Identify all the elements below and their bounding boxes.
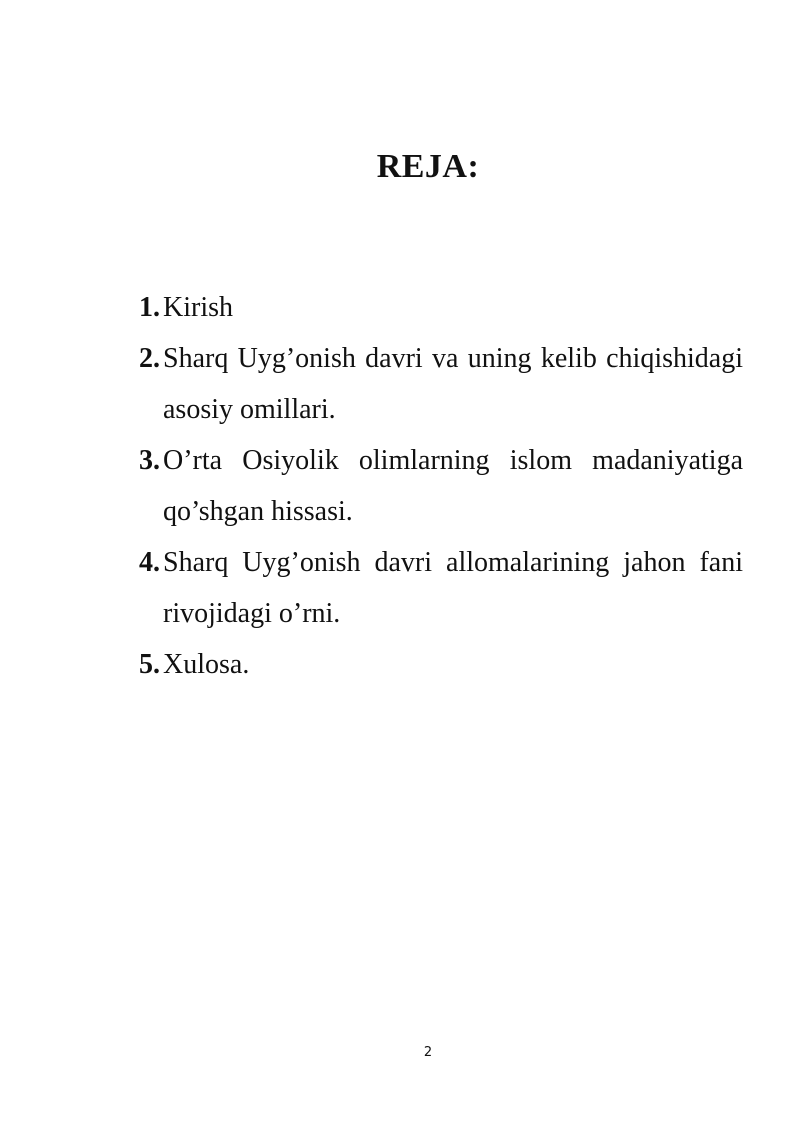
plan-item-number: 4. xyxy=(139,547,160,578)
plan-item-text: O’rta Osiyolik olimlarning islom madaniyatiga qo’shgan hissasi. xyxy=(163,445,743,527)
plan-list xyxy=(139,282,743,690)
plan-item-3 xyxy=(139,435,743,537)
page-number: 2 xyxy=(423,1045,433,1060)
plan-item-text: Sharq Uyg’onish davri va uning kelib chiqishidagi asosiy omillari. xyxy=(163,343,743,425)
plan-item-text: Sharq Uyg’onish davri allomalarining jahon fani rivojidagi o’rni. xyxy=(163,547,743,629)
plan-item-5 xyxy=(139,639,743,690)
plan-item-text: Kirish xyxy=(163,292,233,323)
plan-item-number: 2. xyxy=(139,343,160,374)
page-title: REJA: xyxy=(376,148,480,185)
plan-item-number: 5. xyxy=(139,649,160,680)
plan-item-4 xyxy=(139,537,743,639)
plan-item-text: Xulosa. xyxy=(163,649,250,680)
plan-item-number: 3. xyxy=(139,445,160,476)
plan-item-1 xyxy=(139,282,743,333)
plan-item-2 xyxy=(139,333,743,435)
plan-item-number: 1. xyxy=(139,292,160,323)
